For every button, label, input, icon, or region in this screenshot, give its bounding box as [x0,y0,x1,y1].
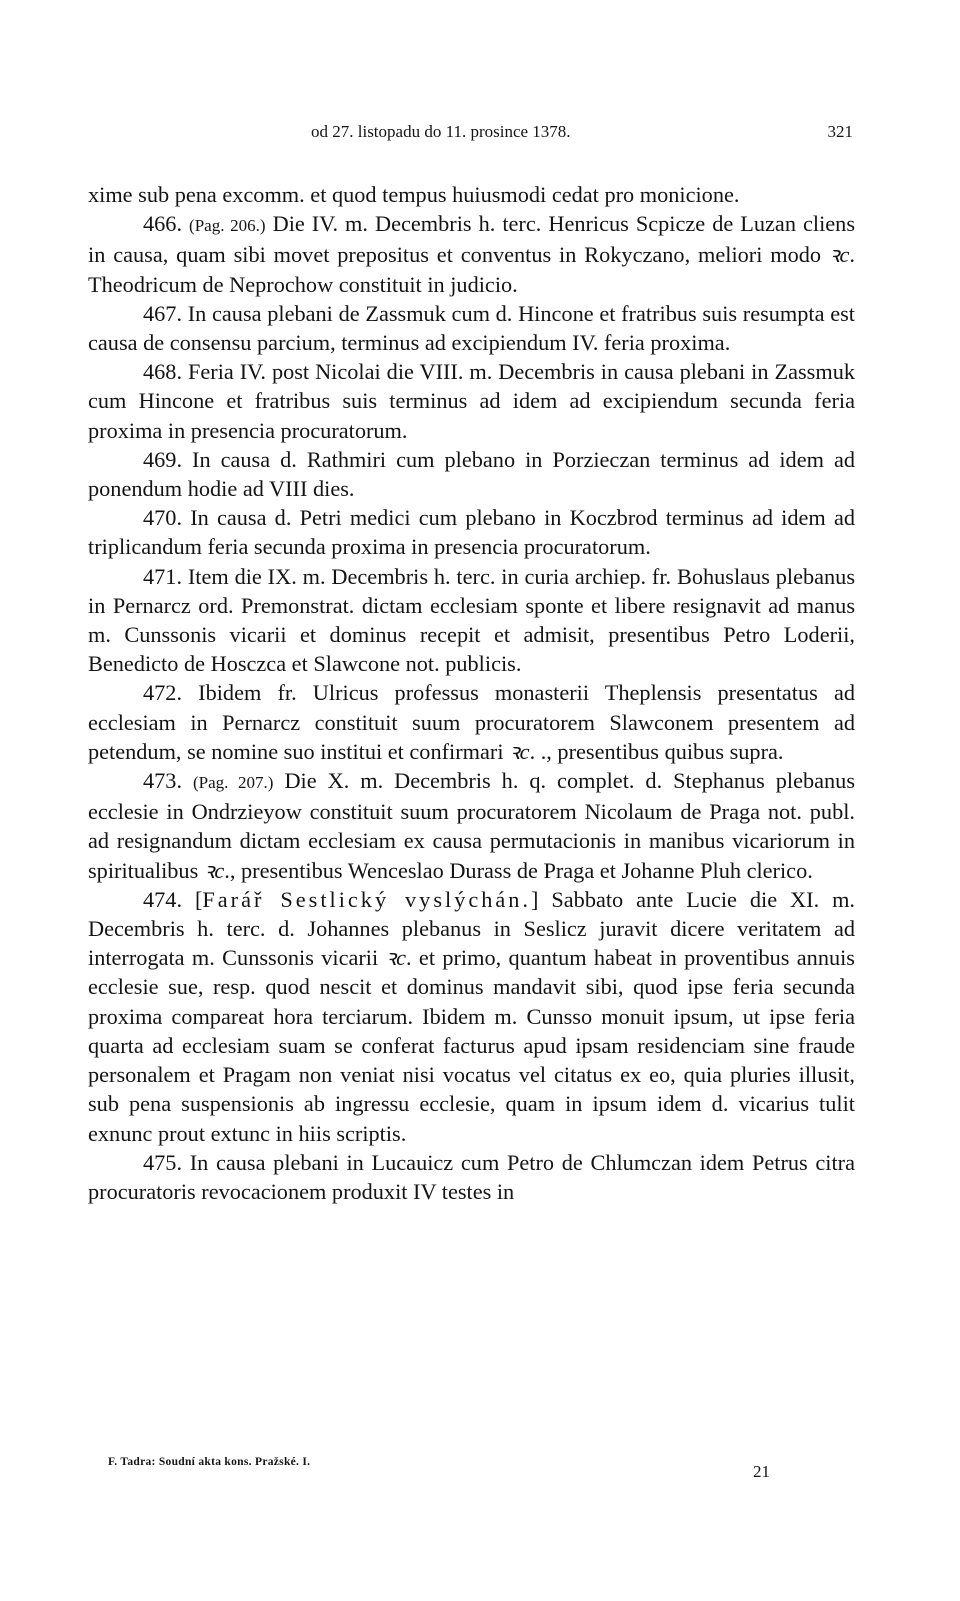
running-header [90,122,853,148]
entry-466 [88,209,855,299]
text-run: ] Sabbato ante Lucie die XI. m. Decembris h. terc. d. Johannes plebanus in Seslicz juravit dicere veritatem ad interrogata m. Cunssonis vicarii [88,886,855,971]
text-run: 473. [143,768,193,794]
text-run: Die X. m. Decembris h. q. complet. d. Stephanus plebanus ecclesie in Ondrzieyow constituit suum procuratorem Nicolaum de Praga not. publ. ad resignandum dictam ecclesiam ex causa permutacionis in manibus vicariorum in spiritualibus [88,768,856,883]
page-ref: (Pag. 206.) [189,216,266,236]
entry-heading: Farář Sestlický vyslýchán. [202,886,532,912]
entry-468 [88,357,855,445]
entry-467 [88,299,855,357]
text-run: . et primo, quantum habeat in proventibus annuis ecclesie sue, resp. quod nescit et dominus mandavit sibi, quod ipse feria secunda proxima compareat hora terciarum. Ibidem m. Cunsso monuit ipsum, ut ipse feria quarta ad ecclesiam suam se conferat facturus apud ipsam residenciam sine fraude personalem et Pragam non veniat nisi vocatus vel citatus ex eo, quia pluries illusit, sub pena suspensionis ab ingressu ecclesie, quam in ipsum idem d. vicarius tulit exnunc prout extunc in hiis scriptis. [88,945,855,1146]
signature-mark: 21 [753,1462,770,1481]
header-title: od 27. listopadu do 11. prosince 1378. [311,122,571,141]
text-run: 468. Feria IV. post Nicolai die VIII. m. Decembris in causa plebani in Zassmuk cum Hincone et fratribus suis terminus ad idem ad excipiendum secunda feria proxima in presencia procuratorum. [88,359,855,443]
entry-473 [88,766,855,885]
page-number: 321 [827,122,853,141]
entry-472 [88,678,855,766]
text-run: 467. In causa plebani de Zassmuk cum d. Hincone et fratribus suis resumpta est causa de consensu parcium, terminus ad excipiendum IV. feria proxima. [88,300,855,356]
etc-abbreviation: ꝛc [203,857,225,883]
page-ref: (Pag. 207.) [193,773,274,793]
text-run: 475. In causa plebani in Lucauicz cum Petro de Chlumczan idem Petrus citra procuratoris revocacionem produxit IV testes in [88,1149,855,1204]
paragraph-continued [88,180,855,209]
entry-474 [88,885,855,1148]
etc-abbreviation: ꝛc [509,738,530,764]
text-run: xime sub pena excomm. et quod tempus huiusmodi cedat pro monicione. [88,182,740,207]
etc-abbreviation: ꝛc [385,945,406,971]
entry-471 [88,562,855,679]
text-run: 469. In causa d. Rathmiri cum plebano in Porzieczan terminus ad idem ad ponendum hodie ad VIII dies. [88,446,855,502]
text-run: Die IV. m. Decembris h. terc. Henricus Scpicze de Luzan cliens in causa, quam sibi movet prepositus et conventus in Rokyczano, meliori modo [88,211,856,268]
text-run: 474. [ [143,886,203,912]
body-text [88,180,855,1206]
text-run: 470. In causa d. Petri medici cum plebano in Koczbrod terminus ad idem ad triplicandum feria secunda proxima in presencia procuratorum. [88,505,855,560]
entry-475 [88,1148,855,1206]
entry-470 [88,503,855,561]
text-run: . Theodricum de Neprochow constituit in judicio. [88,242,855,297]
text-run: . ., presentibus quibus supra. [529,738,784,764]
footer-source: F. Tadra: Soudní akta kons. Pražské. I. [108,1456,311,1468]
text-run: 471. Item die IX. m. Decembris h. terc. in curia archiep. fr. Bohuslaus plebanus in Pernarcz ord. Premonstrat. dictam ecclesiam sponte et libere resignavit ad manus m. Cunssonis vicarii et dominus recepit et admisit, presentibus Petro Loderii, Benedicto de Hosczca et Slawcone not. publicis. [88,563,855,677]
etc-abbreviation: ꝛc [828,242,850,268]
text-run: ., presentibus Wenceslao Durass de Praga et Johanne Pluh clerico. [224,857,813,883]
text-run: 466. [143,211,190,237]
page-footer [108,1456,770,1486]
text-run: 472. Ibidem fr. Ulricus professus monasterii Theplensis presentatus ad ecclesiam in Pernarcz constituit suum procuratorem Slawconem presentem ad petendum, se nomine suo institui et confirmari [88,680,855,764]
entry-469 [88,445,855,503]
